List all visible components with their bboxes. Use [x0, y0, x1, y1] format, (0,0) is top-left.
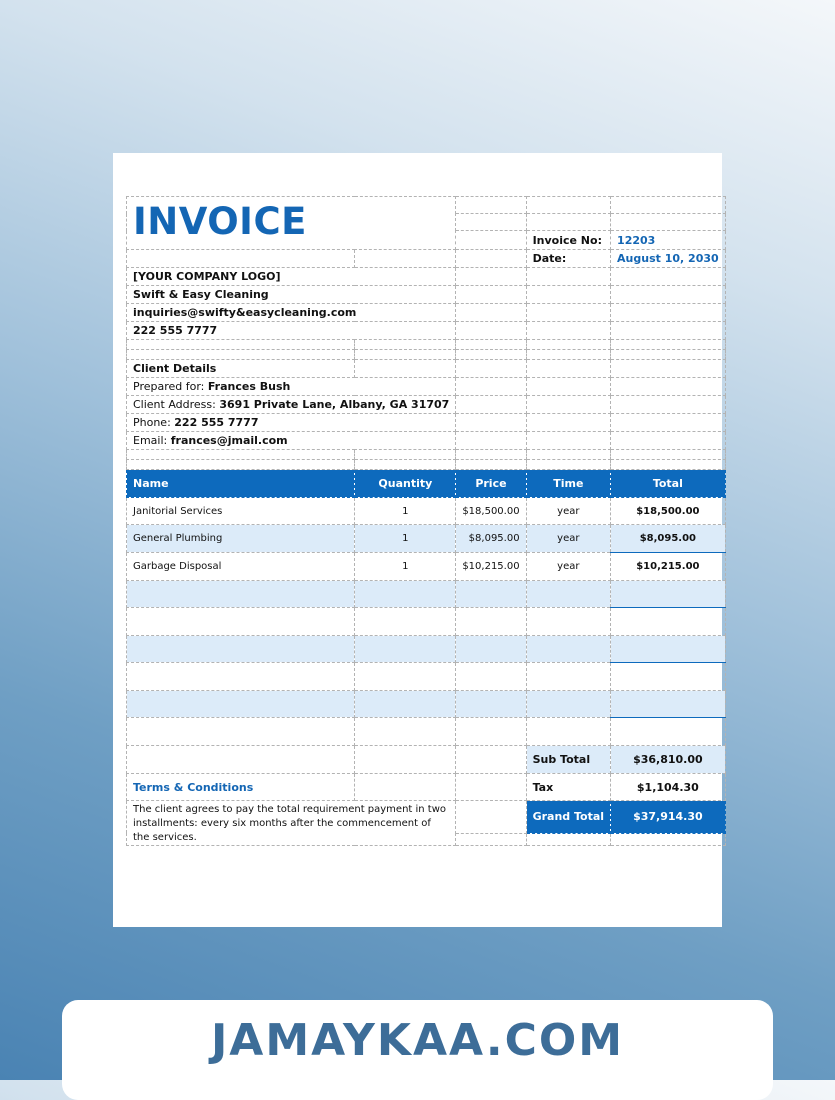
- table-row: [127, 581, 726, 608]
- item-total: $18,500.00: [611, 498, 726, 525]
- footer-banner: [62, 1000, 773, 1100]
- item-price: $8,095.00: [456, 525, 526, 553]
- invoice-number: 12203: [611, 231, 726, 250]
- header-price: Price: [456, 470, 526, 498]
- table-row: [127, 608, 726, 636]
- footer-brand: JAMAYKAA.COM: [210, 1015, 625, 1066]
- item-total: $8,095.00: [611, 525, 726, 553]
- items-header-row: [127, 470, 726, 498]
- header-name: Name: [127, 470, 355, 498]
- grand-total-label: Grand Total: [526, 801, 610, 834]
- item-name: Garbage Disposal: [127, 553, 355, 581]
- item-price: $10,215.00: [456, 553, 526, 581]
- invoice-no-label: Invoice No:: [526, 231, 610, 250]
- item-price: $18,500.00: [456, 498, 526, 525]
- company-email: inquiries@swifty&easycleaning.com: [127, 304, 456, 322]
- header-total: Total: [611, 470, 726, 498]
- date-label: Date:: [526, 250, 610, 268]
- header-time: Time: [526, 470, 610, 498]
- table-row: [127, 691, 726, 718]
- item-total: $10,215.00: [611, 553, 726, 581]
- table-row: [127, 525, 726, 553]
- item-quantity: 1: [355, 553, 456, 581]
- item-quantity: 1: [355, 498, 456, 525]
- invoice-date: August 10, 2030: [611, 250, 726, 268]
- item-time: year: [526, 553, 610, 581]
- client-details-heading: Client Details: [127, 360, 355, 378]
- subtotal-value: $36,810.00: [611, 746, 726, 774]
- company-name: Swift & Easy Cleaning: [127, 286, 456, 304]
- company-phone: 222 555 7777: [127, 322, 456, 340]
- header-quantity: Quantity: [355, 470, 456, 498]
- invoice-sheet: [113, 153, 722, 927]
- client-prepared-for: Prepared for: Frances Bush: [127, 378, 456, 396]
- table-row: [127, 663, 726, 691]
- subtotal-label: Sub Total: [526, 746, 610, 774]
- item-time: year: [526, 498, 610, 525]
- invoice-table: [126, 196, 726, 846]
- item-name: Janitorial Services: [127, 498, 355, 525]
- table-row: [127, 498, 726, 525]
- table-row: [127, 636, 726, 663]
- client-address: Client Address: 3691 Private Lane, Albany, GA 31707: [127, 396, 456, 414]
- table-row: [127, 553, 726, 581]
- tax-value: $1,104.30: [611, 774, 726, 801]
- client-email: Email: frances@jmail.com: [127, 432, 456, 450]
- item-quantity: 1: [355, 525, 456, 553]
- terms-heading: Terms & Conditions: [127, 774, 355, 801]
- item-time: year: [526, 525, 610, 553]
- client-phone: Phone: 222 555 7777: [127, 414, 456, 432]
- company-logo-placeholder: [YOUR COMPANY LOGO]: [127, 268, 456, 286]
- grand-total-value: $37,914.30: [611, 801, 726, 834]
- tax-label: Tax: [526, 774, 610, 801]
- item-name: General Plumbing: [127, 525, 355, 553]
- invoice-title: INVOICE: [127, 197, 456, 250]
- terms-text: The client agrees to pay the total requirement payment in two installments: every six months after the commencement of the services.: [127, 801, 456, 846]
- table-row: [127, 718, 726, 746]
